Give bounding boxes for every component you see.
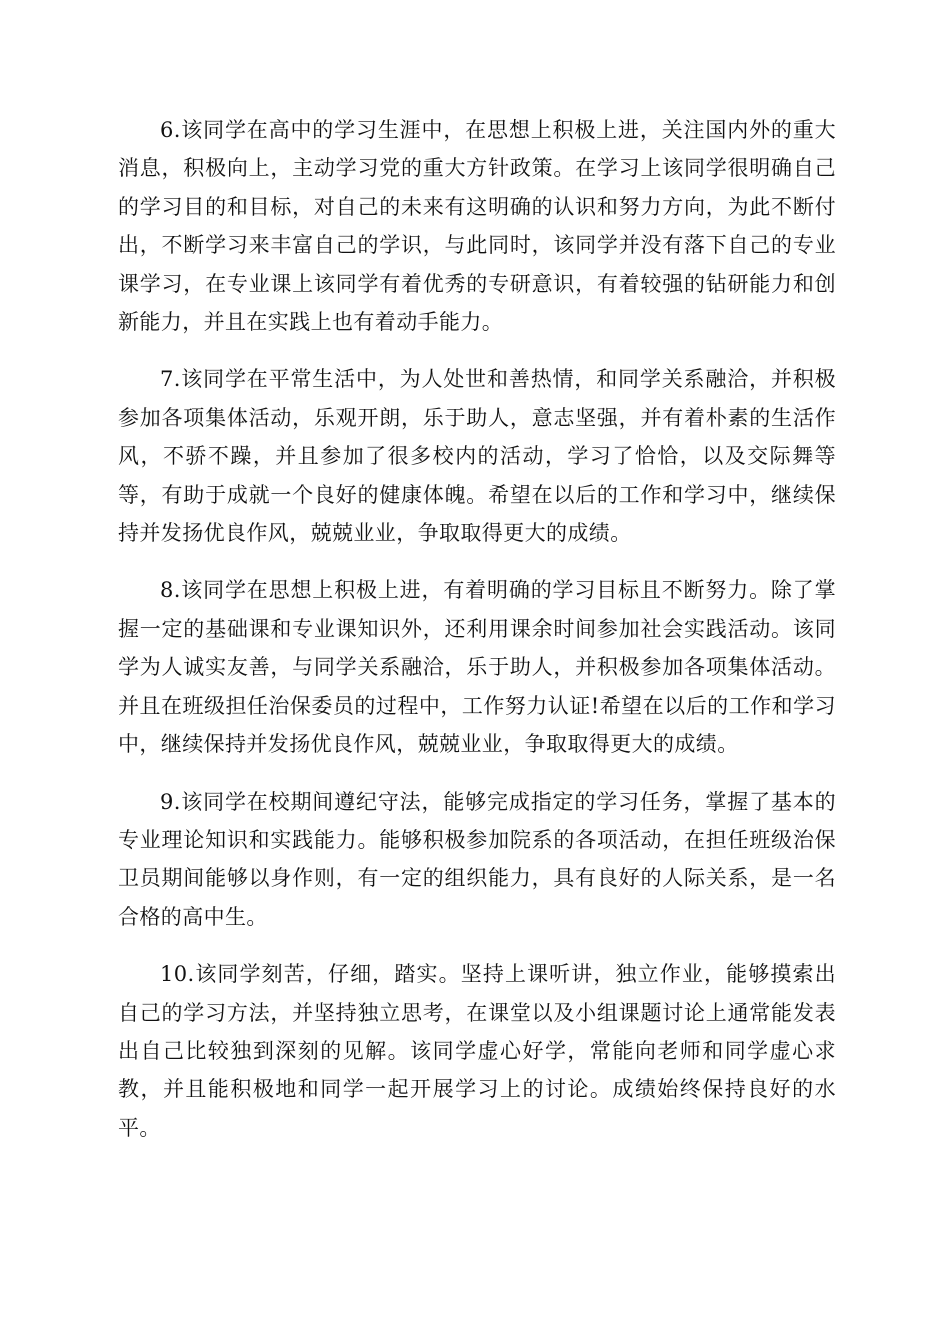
- paragraph-6: 6.该同学在高中的学习生涯中，在思想上积极上进，关注国内外的重大消息，积极向上，主动学习党的重大方针政策。在学习上该同学很明确自己的学习目的和目标，对自己的未来有这明确的认识和努力方向，为此不断付出，不断学习来丰富自己的学识，与此同时，该同学并没有落下自己的专业课学习，在专业课上该同学有着优秀的专研意识，有着较强的钻研能力和创新能力，并且在实践上也有着动手能力。: [118, 118, 836, 335]
- paragraph-8: 8.该同学在思想上积极上进，有着明确的学习目标且不断努力。除了掌握一定的基础课和专业课知识外，还利用课余时间参加社会实践活动。该同学为人诚实友善，与同学关系融洽，乐于助人，并积极参加各项集体活动。并且在班级担任治保委员的过程中，工作努力认证!希望在以后的工作和学习中，继续保持并发扬优良作风，兢兢业业，争取取得更大的成绩。: [118, 578, 836, 757]
- document-body: [118, 111, 836, 1166]
- paragraph-7: 7.该同学在平常生活中，为人处世和善热情，和同学关系融洽，并积极参加各项集体活动，乐观开朗，乐于助人，意志坚强，并有着朴素的生活作风，不骄不躁，并且参加了很多校内的活动，学习了恰恰，以及交际舞等等，有助于成就一个良好的健康体魄。希望在以后的工作和学习中，继续保持并发扬优良作风，兢兢业业，争取取得更大的成绩。: [118, 367, 836, 546]
- paragraph-9: 9.该同学在校期间遵纪守法，能够完成指定的学习任务，掌握了基本的专业理论知识和实践能力。能够积极参加院系的各项活动，在担任班级治保卫员期间能够以身作则，有一定的组织能力，具有良好的人际关系，是一名合格的高中生。: [118, 789, 836, 929]
- paragraph-10: 10.该同学刻苦，仔细，踏实。坚持上课听讲，独立作业，能够摸索出自己的学习方法，并坚持独立思考，在课堂以及小组课题讨论上通常能发表出自己比较独到深刻的见解。该同学虚心好学，常能向老师和同学虚心求教，并且能积极地和同学一起开展学习上的讨论。成绩始终保持良好的水平。: [118, 962, 836, 1140]
